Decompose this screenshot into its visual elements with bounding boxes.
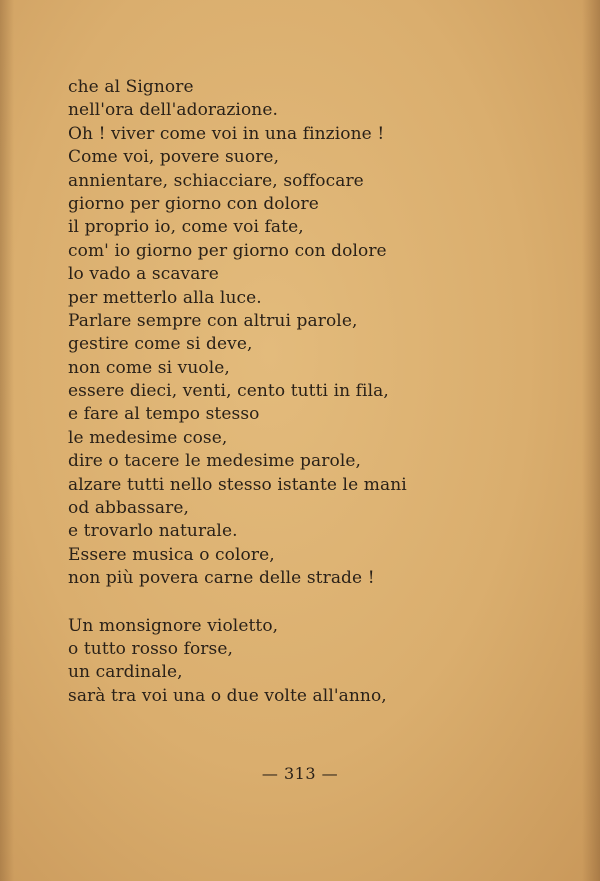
poem-line: che al Signore (68, 77, 194, 97)
poem-line: non più povera carne delle strade ! (68, 568, 375, 589)
poem-line: e trovarlo naturale. (68, 521, 238, 542)
stanza-1 (68, 76, 568, 591)
poem-line: nell'ora dell'adorazione. (68, 100, 279, 121)
poem-line: Oh ! viver come voi in una finzione ! (68, 123, 385, 144)
page-number: — 313 — (261, 764, 339, 783)
poem-line: Essere musica o colore, (68, 544, 275, 565)
poem-line: essere dieci, venti, cento tutti in fila, (68, 381, 389, 402)
poem-text (68, 76, 568, 708)
poem-line: Un monsignore violetto, (68, 615, 279, 636)
poem-line: giorno per giorno con dolore (68, 193, 319, 214)
poem-line: dire o tacere le medesime parole, (68, 451, 362, 472)
poem-line: per metterlo alla luce. (68, 287, 262, 308)
poem-line: gestire come si deve, (68, 334, 253, 355)
poem-line: alzare tutti nello stesso istante le mani (68, 474, 407, 495)
stanza-2 (68, 615, 568, 709)
poem-line: non come si vuole, (68, 357, 230, 378)
poem-line: sarà tra voi una o due volte all'anno, (68, 685, 387, 706)
poem-line: Parlare sempre con altrui parole, (68, 310, 358, 331)
poem-line: Come voi, povere suore, (68, 147, 280, 168)
poem-line: lo vado a scavare (68, 264, 219, 285)
page-edge-right (582, 0, 600, 881)
poem-line: od abbassare, (68, 498, 190, 519)
page-edge-left (0, 0, 14, 881)
poem-line: com' io giorno per giorno con dolore (68, 240, 387, 261)
poem-line: il proprio io, come voi fate, (68, 217, 304, 238)
poem-line: e fare al tempo stesso (68, 404, 260, 425)
poem-line: o tutto rosso forse, (68, 638, 234, 659)
poem-line: un cardinale, (68, 662, 183, 683)
poem-line: annientare, schiacciare, soffocare (68, 170, 364, 191)
poem-line: le medesime cose, (68, 427, 228, 448)
